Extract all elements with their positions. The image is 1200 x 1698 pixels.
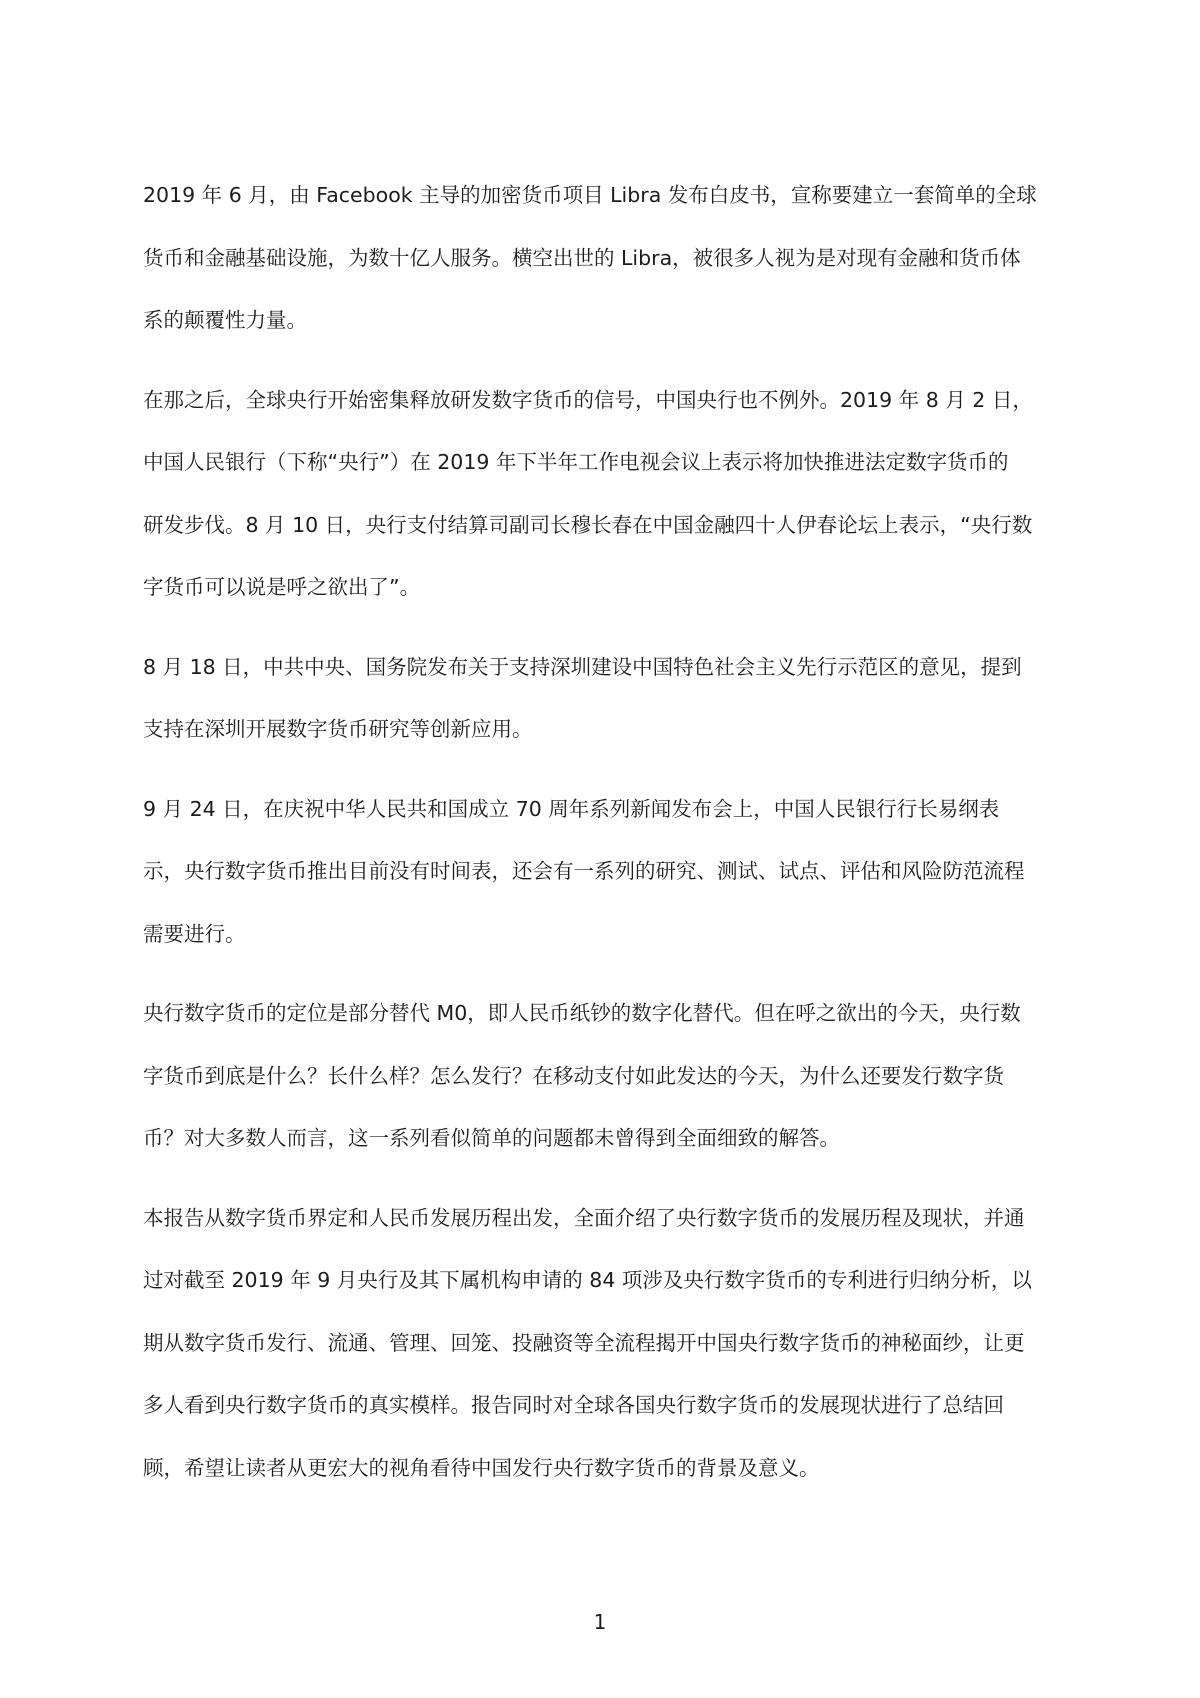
text-line: 9 月 24 日，在庆祝中华人民共和国成立 70 周年系列新闻发布会上，中国人民银行行长易纲表 <box>143 796 1000 821</box>
text-line: 中国人民银行（下称“央行”）在 2019 年下半年工作电视会议上表示将加快推进法定数字货币的 <box>143 450 1009 474</box>
paragraph-yi-gang-statement <box>143 778 1083 966</box>
paragraph-dcep-positioning <box>143 982 1083 1170</box>
text-line: 期从数字货币发行、流通、管理、回笼、投融资等全流程揭开中国央行数字货币的神秘面纱，让更 <box>143 1330 1025 1355</box>
text-line: 字货币可以说是呼之欲出了”。 <box>143 575 421 599</box>
paragraph-libra-whitepaper <box>143 164 1083 352</box>
text-line: 央行数字货币的定位是部分替代 M0，即人民币纸钞的数字化替代。但在呼之欲出的今天，央行数 <box>143 1001 1021 1025</box>
text-line: 顾，希望让读者从更宏大的视角看待中国发行央行数字货币的背景及意义。 <box>143 1455 820 1480</box>
text-line: 示，央行数字货币推出目前没有时间表，还会有一系列的研究、测试、试点、评估和风险防范流程 <box>143 859 1025 883</box>
paragraph-central-bank-signals <box>143 369 1083 619</box>
text-line: 系的颠覆性力量。 <box>143 308 307 332</box>
paragraph-shenzhen-pilot <box>143 636 1083 761</box>
text-line: 在那之后，全球央行开始密集释放研发数字货币的信号，中国央行也不例外。2019 年 8 月 2 日， <box>143 387 1033 412</box>
text-line: 需要进行。 <box>143 921 246 946</box>
text-line: 币？对大多数人而言，这一系列看似简单的问题都未曾得到全面细致的解答。 <box>143 1126 840 1150</box>
text-line: 过对截至 2019 年 9 月央行及其下属机构申请的 84 项涉及央行数字货币的专利进行归纳分析，以 <box>143 1268 1032 1292</box>
text-line: 8 月 18 日，中共中央、国务院发布关于支持深圳建设中国特色社会主义先行示范区的意见，提到 <box>143 654 1022 679</box>
page-number: 1 <box>593 1610 607 1634</box>
text-line: 多人看到央行数字货币的真实模样。报告同时对全球各国央行数字货币的发展现状进行了总结回 <box>143 1393 1004 1417</box>
text-line: 字货币到底是什么？长什么样？怎么发行？在移动支付如此发达的今天，为什么还要发行数字货 <box>143 1063 1004 1088</box>
document-body <box>143 164 1083 1516</box>
text-line: 2019 年 6 月，由 Facebook 主导的加密货币项目 Libra 发布白皮书，宣称要建立一套简单的全球 <box>143 183 1037 207</box>
text-line: 货币和金融基础设施，为数十亿人服务。横空出世的 Libra，被很多人视为是对现有金融和货币体 <box>143 245 1021 270</box>
paragraph-report-overview <box>143 1187 1083 1500</box>
text-line: 支持在深圳开展数字货币研究等创新应用。 <box>143 717 533 741</box>
text-line: 研发步伐。8 月 10 日，央行支付结算司副司长穆长春在中国金融四十人伊春论坛上表示，“央行数 <box>143 512 1033 537</box>
text-line: 本报告从数字货币界定和人民币发展历程出发，全面介绍了央行数字货币的发展历程及现状，并通 <box>143 1205 1025 1230</box>
